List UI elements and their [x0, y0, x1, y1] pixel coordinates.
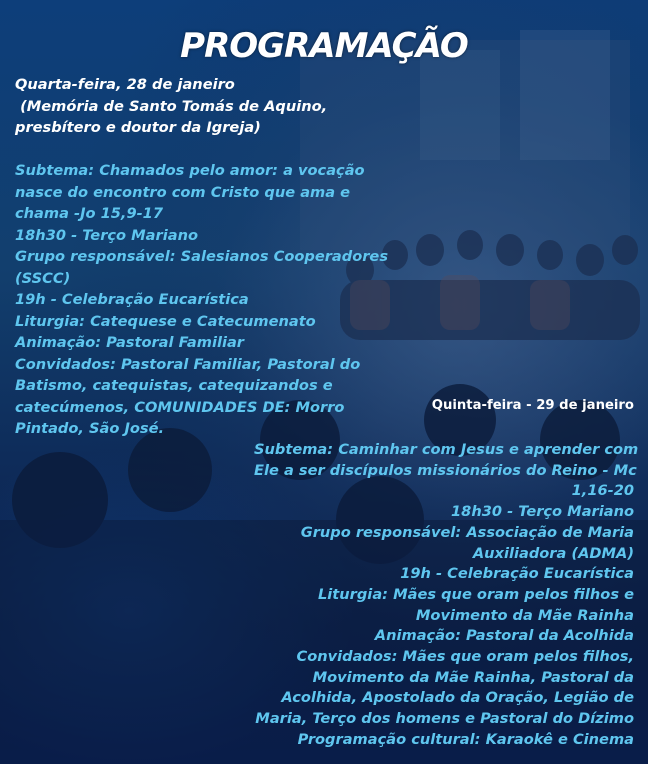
day1-memorial-cont: presbítero e doutor da Igreja): [15, 119, 261, 136]
day1-line: (SSCC): [15, 269, 71, 287]
day1-line: Liturgia: Catequese e Catecumenato: [15, 312, 316, 330]
day1-line: Grupo responsável: Salesianos Cooperadores: [15, 248, 389, 265]
day1-line: Batismo, catequistas, catequizandos e: [15, 377, 333, 394]
day1-line: 19h - Celebração Eucarística: [15, 291, 249, 308]
day1-line: nasce do encontro com Cristo que ama e: [15, 183, 351, 201]
day2-line: Programação cultural: Karaokê e Cinema: [297, 730, 634, 748]
day2-line: Grupo responsável: Associação de Maria: [300, 523, 634, 541]
day2-line: Auxiliadora (ADMA): [472, 544, 634, 562]
day1-date: Quarta-feira, 28 de janeiro: [15, 76, 235, 93]
day2-line: Movimento da Mãe Rainha, Pastoral da: [312, 668, 634, 686]
day1-line: Convidados: Pastoral Familiar, Pastoral do: [15, 355, 361, 373]
day1-line: Animação: Pastoral Familiar: [15, 334, 245, 351]
day2-date: Quinta-feira - 29 de janeiro: [431, 398, 634, 413]
day2-line: Subtema: Caminhar com Jesus e aprender com: [254, 441, 639, 458]
day2-line: 19h - Celebração Eucarística: [400, 565, 634, 583]
day1-line: catecúmenos, COMUNIDADES DE: Morro: [15, 398, 345, 416]
day2-line: 18h30 - Terço Mariano: [451, 503, 634, 521]
day2-line: Liturgia: Mães que oram pelos filhos e: [318, 585, 634, 603]
page-title: PROGRAMAÇÃO: [180, 26, 468, 66]
day1-line: Pintado, São José.: [15, 420, 165, 437]
day2-line: Acolhida, Apostolado da Oração, Legião de: [281, 689, 634, 707]
day2-line: Movimento da Mãe Rainha: [415, 606, 634, 624]
day2-line: Convidados: Mães que oram pelos filhos,: [296, 648, 634, 666]
day2-line: Animação: Pastoral da Acolhida: [374, 627, 634, 645]
day2-section: [254, 440, 639, 751]
day1-line: chama -Jo 15,9-17: [15, 205, 163, 222]
day1-memorial: (Memória de Santo Tomás de Aquino,: [15, 97, 328, 115]
day1-line: Subtema: Chamados pelo amor: a vocação: [15, 162, 365, 179]
day1-line: 18h30 - Terço Mariano: [15, 226, 198, 244]
day2-line: 1,16-20: [571, 482, 634, 500]
day2-line: Ele a ser discípulos missionários do Reino - Mc: [254, 461, 637, 479]
day2-line: Maria, Terço dos homens e Pastoral do Dízimo: [255, 710, 634, 728]
day1-section: [15, 74, 435, 440]
